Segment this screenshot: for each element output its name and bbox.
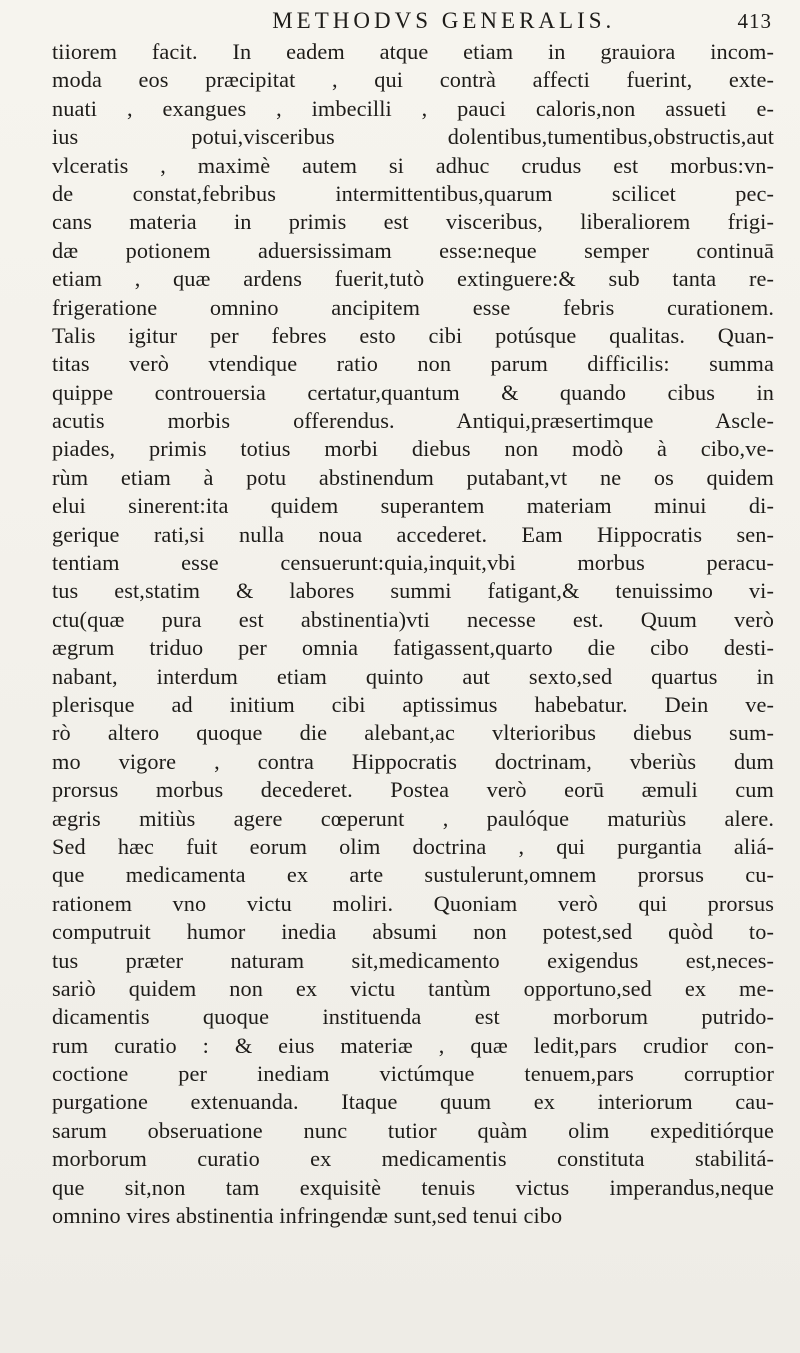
text-line: sariò quidem non ex victu tantùm opportuno,sed ex me-	[52, 975, 774, 1001]
text-line: plerisque ad initium cibi aptissimus habebatur. Dein ve-	[52, 691, 774, 717]
text-line: de constat,febribus intermittentibus,quarum scilicet pec-	[52, 180, 774, 206]
running-title: METHODVS GENERALIS.	[272, 8, 616, 33]
running-head	[150, 8, 790, 42]
text-line: frigeratione omnino ancipitem esse febris curationem.	[52, 294, 774, 320]
text-line: piades, primis totius morbi diebus non modò à cibo,ve-	[52, 436, 774, 462]
text-line: gerique rati,si nulla noua accederet. Eam Hippocratis sen-	[52, 521, 774, 547]
text-line: titas verò vtendique ratio non parum difficilis: summa	[52, 351, 774, 377]
page-number: 413	[737, 9, 772, 33]
body-text	[52, 38, 774, 1230]
text-line: etiam , quæ ardens fuerit,tutò extinguere:& sub tanta re-	[52, 266, 774, 292]
text-line: elui sinerent:ita quidem superantem materiam minui di-	[52, 493, 774, 519]
text-line: rò altero quoque die alebant,ac vlterioribus diebus sum-	[52, 720, 774, 746]
text-line: tus præter naturam sit,medicamento exigendus est,neces-	[52, 947, 774, 973]
text-line: dæ potionem aduersissimam esse:neque semper continuā	[52, 237, 774, 263]
text-line: morborum curatio ex medicamentis constituta stabilitá-	[52, 1146, 774, 1172]
text-line: nabant, interdum etiam quinto aut sexto,sed quartus in	[52, 663, 774, 689]
text-line: vlceratis , maximè autem si adhuc crudus est morbus:vn-	[52, 152, 774, 178]
text-line: omnino vires abstinentia infringendæ sunt,sed tenui cibo	[52, 1203, 563, 1229]
text-line: quippe controuersia certatur,quantum & quando cibus in	[52, 379, 774, 405]
text-line: nuati , exangues , imbecilli , pauci caloris,non assueti e-	[52, 95, 774, 121]
text-line: rùm etiam à potu abstinendum putabant,vt ne os quidem	[52, 464, 774, 490]
text-line: ius potui,visceribus dolentibus,tumentibus,obstructis,aut	[52, 124, 774, 150]
text-line: rum curatio : & eius materiæ , quæ ledit,pars crudior con-	[52, 1032, 774, 1058]
text-line: que sit,non tam exquisitè tenuis victus imperandus,neque	[52, 1174, 774, 1200]
text-line: acutis morbis offerendus. Antiqui,præsertimque Ascle-	[52, 408, 774, 434]
text-line: sarum obseruatione nunc tutior quàm olim expeditiórque	[52, 1117, 774, 1143]
text-line: tentiam esse censuerunt:quia,inquit,vbi morbus peracu-	[52, 550, 774, 576]
text-line: prorsus morbus decederet. Postea verò eorū æmuli cum	[52, 777, 774, 803]
text-line: dicamentis quoque instituenda est morborum putrido-	[52, 1004, 774, 1030]
text-line: Sed hæc fuit eorum olim doctrina , qui purgantia aliá-	[52, 833, 774, 859]
text-line: moda eos præcipitat , qui contrà affecti fuerint, exte-	[52, 67, 774, 93]
text-line: que medicamenta ex arte sustulerunt,omnem prorsus cu-	[52, 862, 774, 888]
text-line: ægris mitiùs agere cœperunt , paulóque maturiùs alere.	[52, 805, 774, 831]
text-line: rationem vno victu moliri. Quoniam verò qui prorsus	[52, 890, 774, 916]
text-line: purgatione extenuanda. Itaque quum ex interiorum cau-	[52, 1089, 774, 1115]
text-line: tus est,statim & labores summi fatigant,& tenuissimo vi-	[52, 578, 774, 604]
text-line: ægrum triduo per omnia fatigassent,quarto die cibo desti-	[52, 635, 774, 661]
text-line: coctione per inediam victúmque tenuem,pars corruptior	[52, 1061, 774, 1087]
text-line: mo vigore , contra Hippocratis doctrinam, vberiùs dum	[52, 748, 774, 774]
text-line: cans materia in primis est visceribus, liberaliorem frigi-	[52, 209, 774, 235]
text-line: computruit humor inedia absumi non potest,sed quòd to-	[52, 919, 774, 945]
text-line: ctu(quæ pura est abstinentia)vti necesse est. Quum verò	[52, 606, 774, 632]
text-line: Talis igitur per febres esto cibi potúsque qualitas. Quan-	[52, 322, 774, 348]
text-line: tiiorem facit. In eadem atque etiam in grauiora incom-	[52, 39, 774, 64]
